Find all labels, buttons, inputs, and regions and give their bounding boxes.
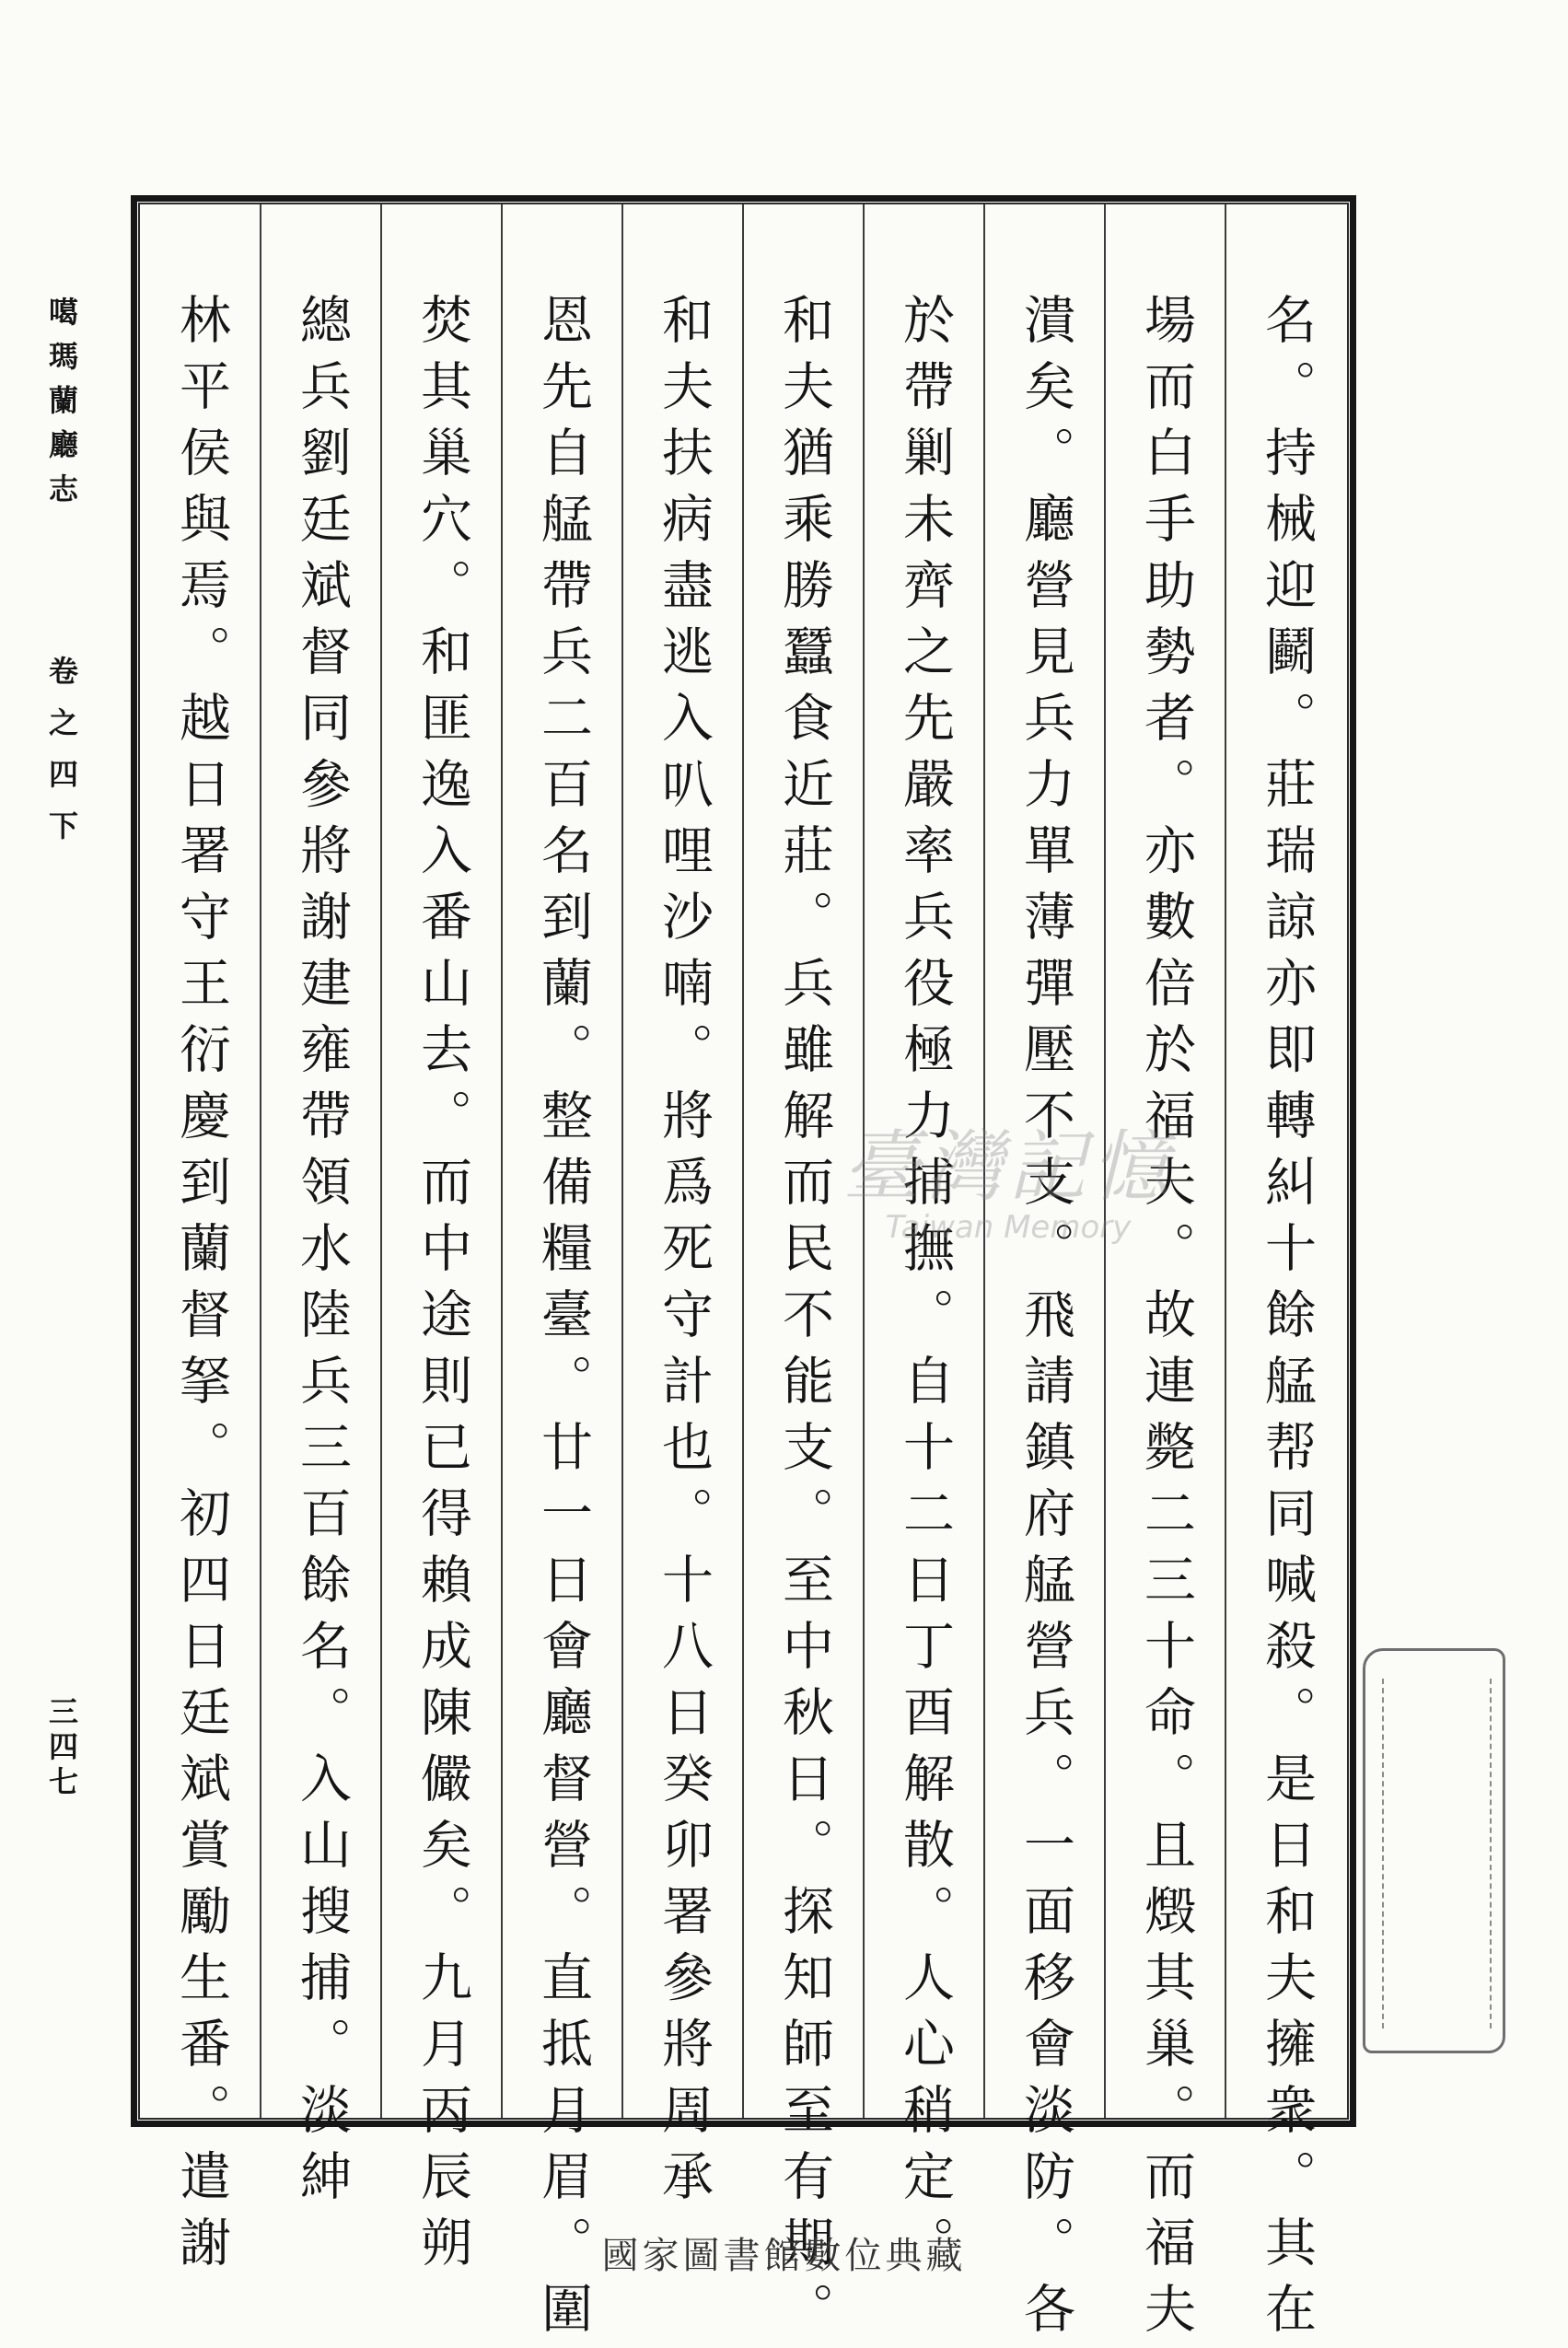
- column-text: 名。持械迎鬬。莊瑞諒亦即轉糾十餘艋帮同喊殺。是日和夫擁衆。其在: [1257, 293, 1317, 2348]
- text-column-6: [623, 204, 743, 2215]
- library-seal: [1363, 1648, 1505, 2053]
- column-text: 總兵劉廷斌督同參將謝建雍帶領水陸兵三百餘名。入山搜捕。淡紳: [292, 293, 352, 2215]
- seal-inscription-lines: [1382, 1679, 1492, 2028]
- column-text: 於帶剿未齊之先嚴率兵役極力捕撫。自十二日丁酉解散。人心稍定。: [895, 293, 955, 2282]
- volume-label: 卷之四下: [44, 656, 79, 862]
- column-text: 林平侯與焉。越日署守王衍慶到蘭督拏。初四日廷斌賞勵生番。遣謝: [171, 293, 231, 2282]
- book-title: 噶瑪蘭廳志: [44, 296, 79, 517]
- watermark-chinese: 臺灣記憶: [842, 1122, 1174, 1212]
- text-column-10: [141, 204, 261, 2282]
- column-text: 和夫猶乘勝蠶食近莊。兵雖解而民不能支。至中秋日。探知師至有期。: [774, 293, 834, 2348]
- text-column-8: [382, 204, 502, 2282]
- column-text: 場而白手助勢者。亦數倍於福夫。故連斃二三十命。且燬其巢。而福夫: [1136, 293, 1196, 2348]
- taiwan-memory-watermark: [792, 1122, 1225, 1246]
- column-text: 焚其巢穴。和匪逸入番山去。而中途則已得賴成陳儼矣。九月丙辰朔: [412, 293, 472, 2282]
- column-text: 和夫扶病盡逃入叭哩沙喃。將爲死守計也。十八日癸卯署參將周承: [654, 293, 714, 2215]
- column-text: 潰矣。廳營見兵力單薄彈壓不支。飛請鎮府艋營兵。一面移會淡防。各: [1016, 293, 1075, 2348]
- text-column-9: [261, 204, 381, 2215]
- text-column-7: [503, 204, 622, 2348]
- footer-credit: 國家圖書館數位典藏: [601, 2235, 967, 2277]
- page-number: 三四七: [44, 1696, 79, 1801]
- text-column-1: [1226, 204, 1346, 2348]
- column-text: 恩先自艋帶兵二百名到蘭。整備糧臺。廿一日會廳督營。直抵月眉。圍: [533, 293, 593, 2348]
- watermark-english: Taiwan Memory: [885, 1209, 1132, 1246]
